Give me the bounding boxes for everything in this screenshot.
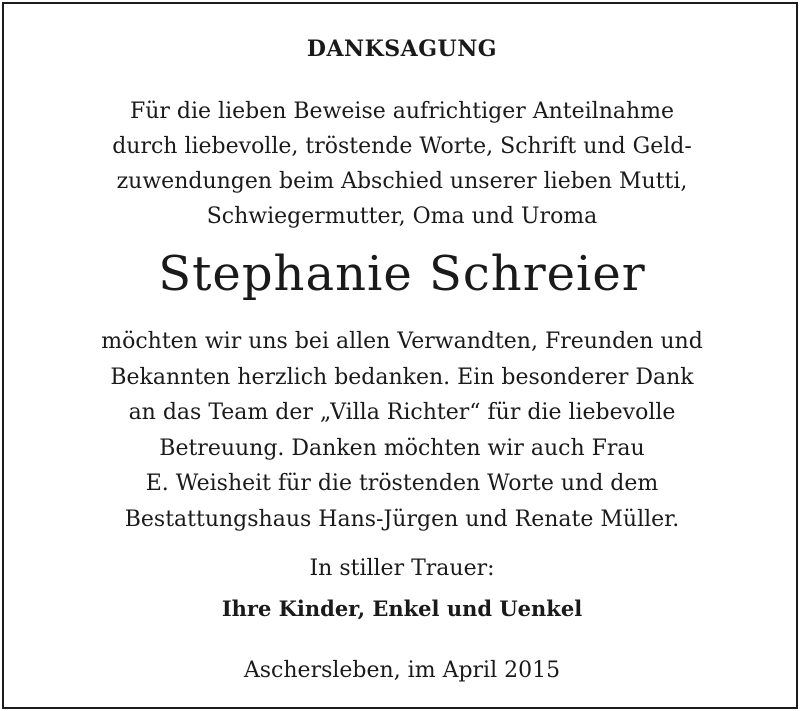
mourning-line: In stiller Trauer: bbox=[309, 556, 495, 581]
place-date: Aschersleben, im April 2015 bbox=[243, 658, 561, 683]
intro-line: zuwendungen beim Abschied unserer lieben Mutti, bbox=[116, 169, 688, 194]
notice-border bbox=[2, 2, 798, 709]
intro-line: durch liebevolle, tröstende Worte, Schrift und Geld- bbox=[112, 134, 692, 159]
thanks-line: Bekannten herzlich bedanken. Ein besonderer Dank bbox=[110, 364, 694, 390]
intro-line: Schwiegermutter, Oma und Uroma bbox=[206, 204, 598, 229]
thanks-line: E. Weisheit für die tröstenden Worte und dem bbox=[145, 471, 659, 496]
intro-paragraph bbox=[4, 94, 800, 234]
deceased-name: Stephanie Schreier bbox=[158, 246, 646, 302]
thanks-line: Bestattungshaus Hans-Jürgen und Renate Müller. bbox=[124, 506, 680, 532]
thanks-line: Betreuung. Danken möchten wir auch Frau bbox=[159, 435, 645, 461]
thanks-line: möchten wir uns bei allen Verwandten, Freunden und bbox=[101, 329, 703, 354]
notice-title: DANKSAGUNG bbox=[306, 36, 498, 62]
intro-line: Für die lieben Beweise aufrichtiger Anteilnahme bbox=[129, 99, 675, 124]
family-signature: Ihre Kinder, Enkel und Uenkel bbox=[221, 596, 583, 621]
obituary-notice bbox=[4, 4, 800, 711]
thanks-line: an das Team der „Villa Richter“ für die liebevolle bbox=[128, 400, 676, 425]
thanks-paragraph bbox=[4, 324, 800, 537]
